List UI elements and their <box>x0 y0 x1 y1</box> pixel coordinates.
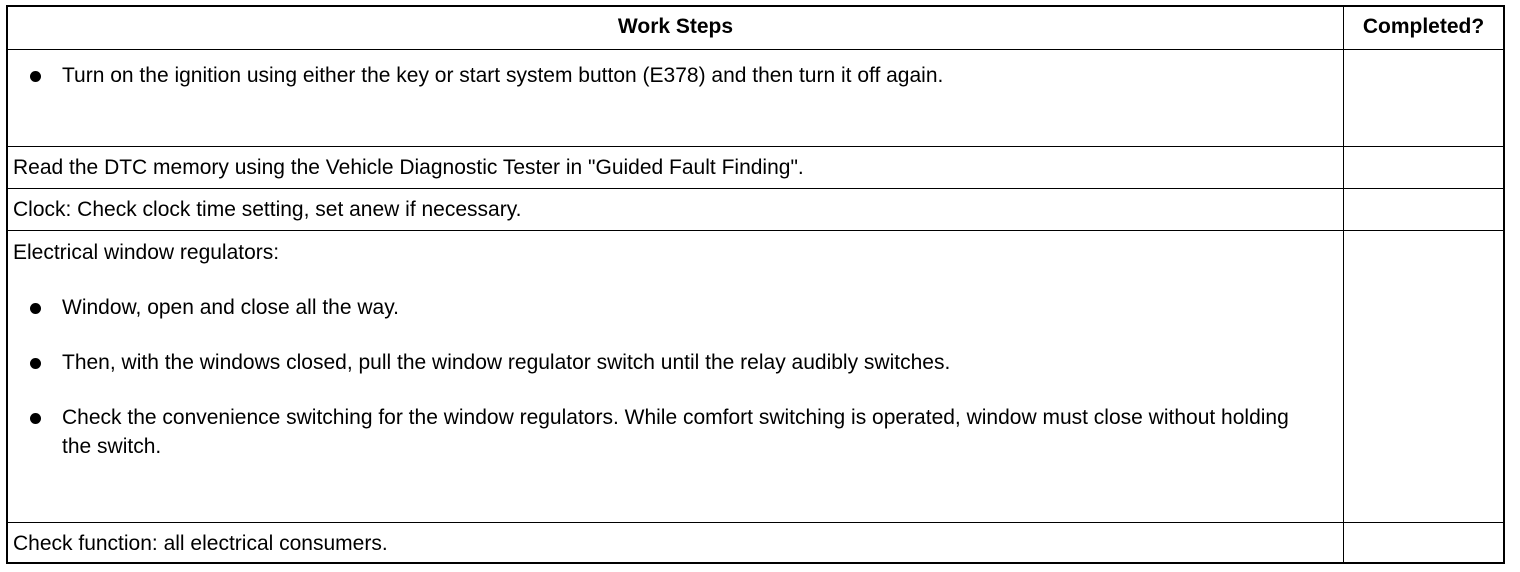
completed-cell <box>1344 189 1503 230</box>
completed-cell <box>1344 147 1503 188</box>
completed-cell <box>1344 50 1503 146</box>
completed-header: Completed? <box>1362 15 1485 38</box>
work-step-text: Clock: Check clock time setting, set anew if necessary. <box>13 198 522 221</box>
work-step-text: Electrical window regulators: <box>13 241 280 264</box>
bullet-icon <box>30 293 41 322</box>
work-steps-header: Work Steps <box>8 7 1344 49</box>
completed-cell <box>1344 231 1503 522</box>
work-step-cell <box>8 50 1344 146</box>
table-header-row <box>8 7 1503 50</box>
work-steps-table <box>6 5 1505 564</box>
work-step-cell <box>8 523 1344 562</box>
table-row <box>8 523 1503 562</box>
work-step-bullet-text: Turn on the ignition using either the key or start system button (E378) and then turn it off again. <box>62 64 944 87</box>
work-step-bullet-text: Window, open and close all the way. <box>62 296 399 319</box>
work-step-text: Check function: all electrical consumers. <box>13 532 388 555</box>
table-row <box>8 231 1503 523</box>
table-row <box>8 147 1503 189</box>
work-step-text: Read the DTC memory using the Vehicle Diagnostic Tester in "Guided Fault Finding". <box>13 156 804 179</box>
table-row <box>8 189 1503 231</box>
work-step-cell <box>8 189 1344 230</box>
bullet-icon <box>30 61 41 90</box>
bullet-icon <box>30 403 41 432</box>
work-step-bullet-text: Check the convenience switching for the window regulators. While comfort switching is operated, window must close without holding the switch. <box>62 406 1289 458</box>
work-step-bullet-text: Then, with the windows closed, pull the window regulator switch until the relay audibly switches. <box>62 351 951 374</box>
completed-cell <box>1344 523 1503 562</box>
work-step-cell <box>8 231 1344 522</box>
bullet-icon <box>30 348 41 377</box>
work-step-cell <box>8 147 1344 188</box>
table-row <box>8 50 1503 147</box>
